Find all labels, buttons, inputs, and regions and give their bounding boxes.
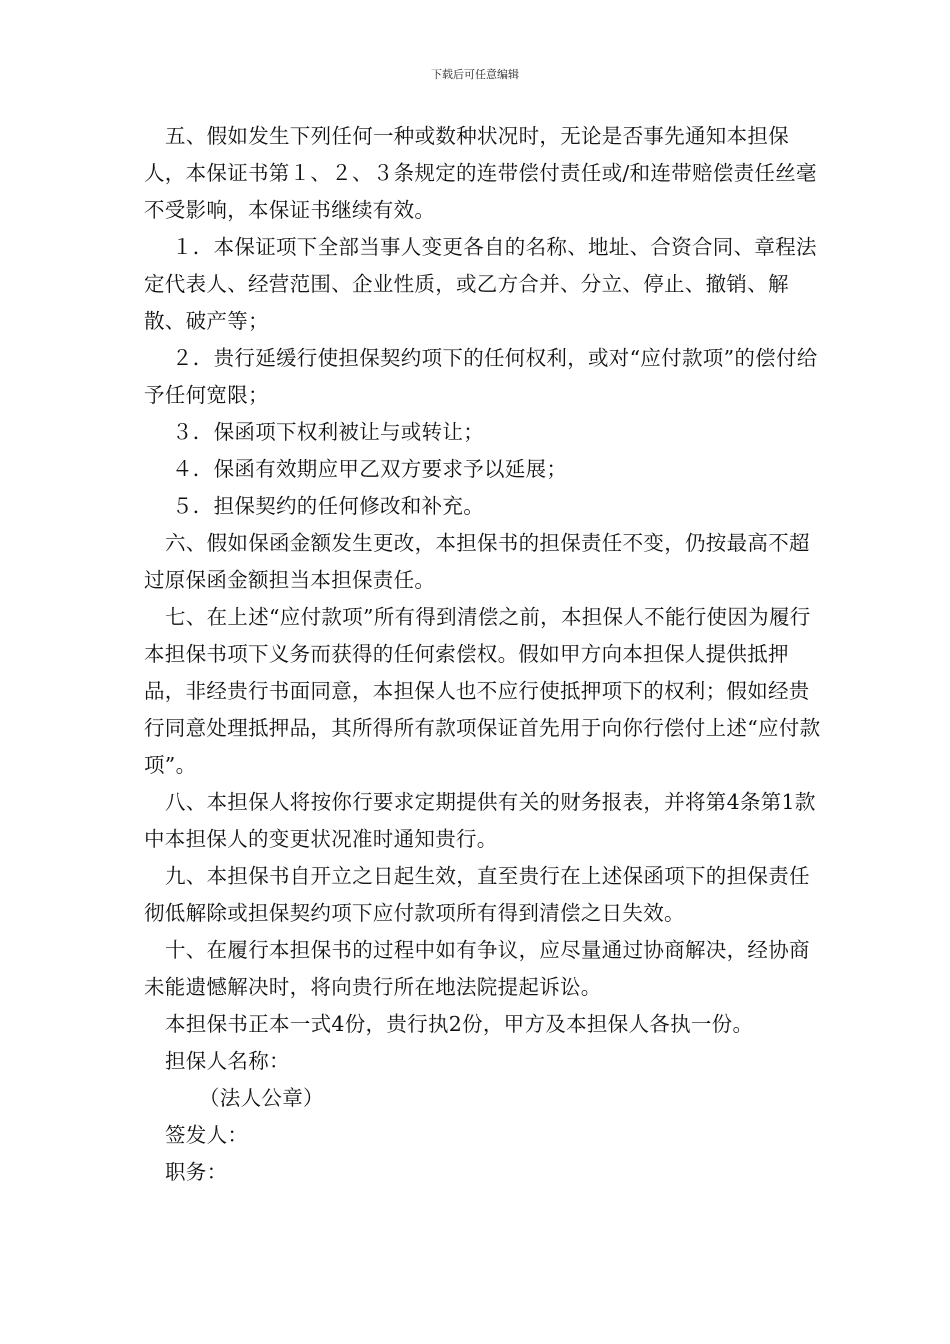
clause-10: 十、在履行本担保书的过程中如有争议，应尽量通过协商解决，经协商未能遗憾解决时，将向贵行所在地法院提起诉讼。 xyxy=(144,938,810,999)
clause-5-item-2: ２．贵行延缓行使担保契约项下的任何权利，或对“应付款项”的偿付给予任何宽限； xyxy=(144,346,818,407)
clause-5-item-3: ３．保函项下权利被让与或转让； xyxy=(172,420,484,444)
clause-5-item-5: ５．担保契约的任何修改和补充。 xyxy=(172,494,484,518)
copies-statement: 本担保书正本一式4份，贵行执2份，甲方及本担保人各执一份。 xyxy=(165,1012,754,1036)
page-header: 下载后可任意编辑 xyxy=(431,68,519,81)
clause-5-item-1: １．本保证项下全部当事人变更各自的名称、地址、合资合同、章程法定代表人、经营范围、企业性质，或乙方合并、分立、停止、撤销、解散、破产等； xyxy=(144,235,817,333)
clause-5: 五、假如发生下列任何一种或数种状况时，无论是否事先通知本担保人，本保证书第１、２、３条规定的连带偿付责任或/和连带赔偿责任丝毫不受影响，本保证书继续有效。 xyxy=(144,124,817,222)
clause-9: 九、本担保书自开立之日起生效，直至贵行在上述保函项下的担保责任彻低解除或担保契约项下应付款项所有得到清偿之日失效。 xyxy=(144,864,810,925)
clause-8: 八、本担保人将按你行要求定期提供有关的财务报表，并将第4条第1款中本担保人的变更状况准时通知贵行。 xyxy=(144,790,816,851)
document-body xyxy=(144,118,824,1191)
issuer-label: 签发人： xyxy=(165,1123,249,1147)
guarantor-name-label: 担保人名称： xyxy=(165,1049,290,1073)
clause-6: 六、假如保函金额发生更改，本担保书的担保责任不变，仍按最高不超过原保函金额担当本担保责任。 xyxy=(144,531,810,592)
position-label: 职务： xyxy=(165,1160,228,1184)
clause-5-item-4: ４．保函有效期应甲乙双方要求予以延展； xyxy=(172,457,568,481)
clause-7: 七、在上述“应付款项”所有得到清偿之前，本担保人不能行使因为履行本担保书项下义务而获得的任何索偿权。假如甲方向本担保人提供抵押品，非经贵行书面同意，本担保人也不应行使抵押项下的权利；假如经贵行同意处理抵押品，其所得所有款项保证首先用于向你行偿付上述“应付款项”。 xyxy=(144,605,821,777)
legal-seal-label: （法人公章） xyxy=(199,1086,324,1110)
